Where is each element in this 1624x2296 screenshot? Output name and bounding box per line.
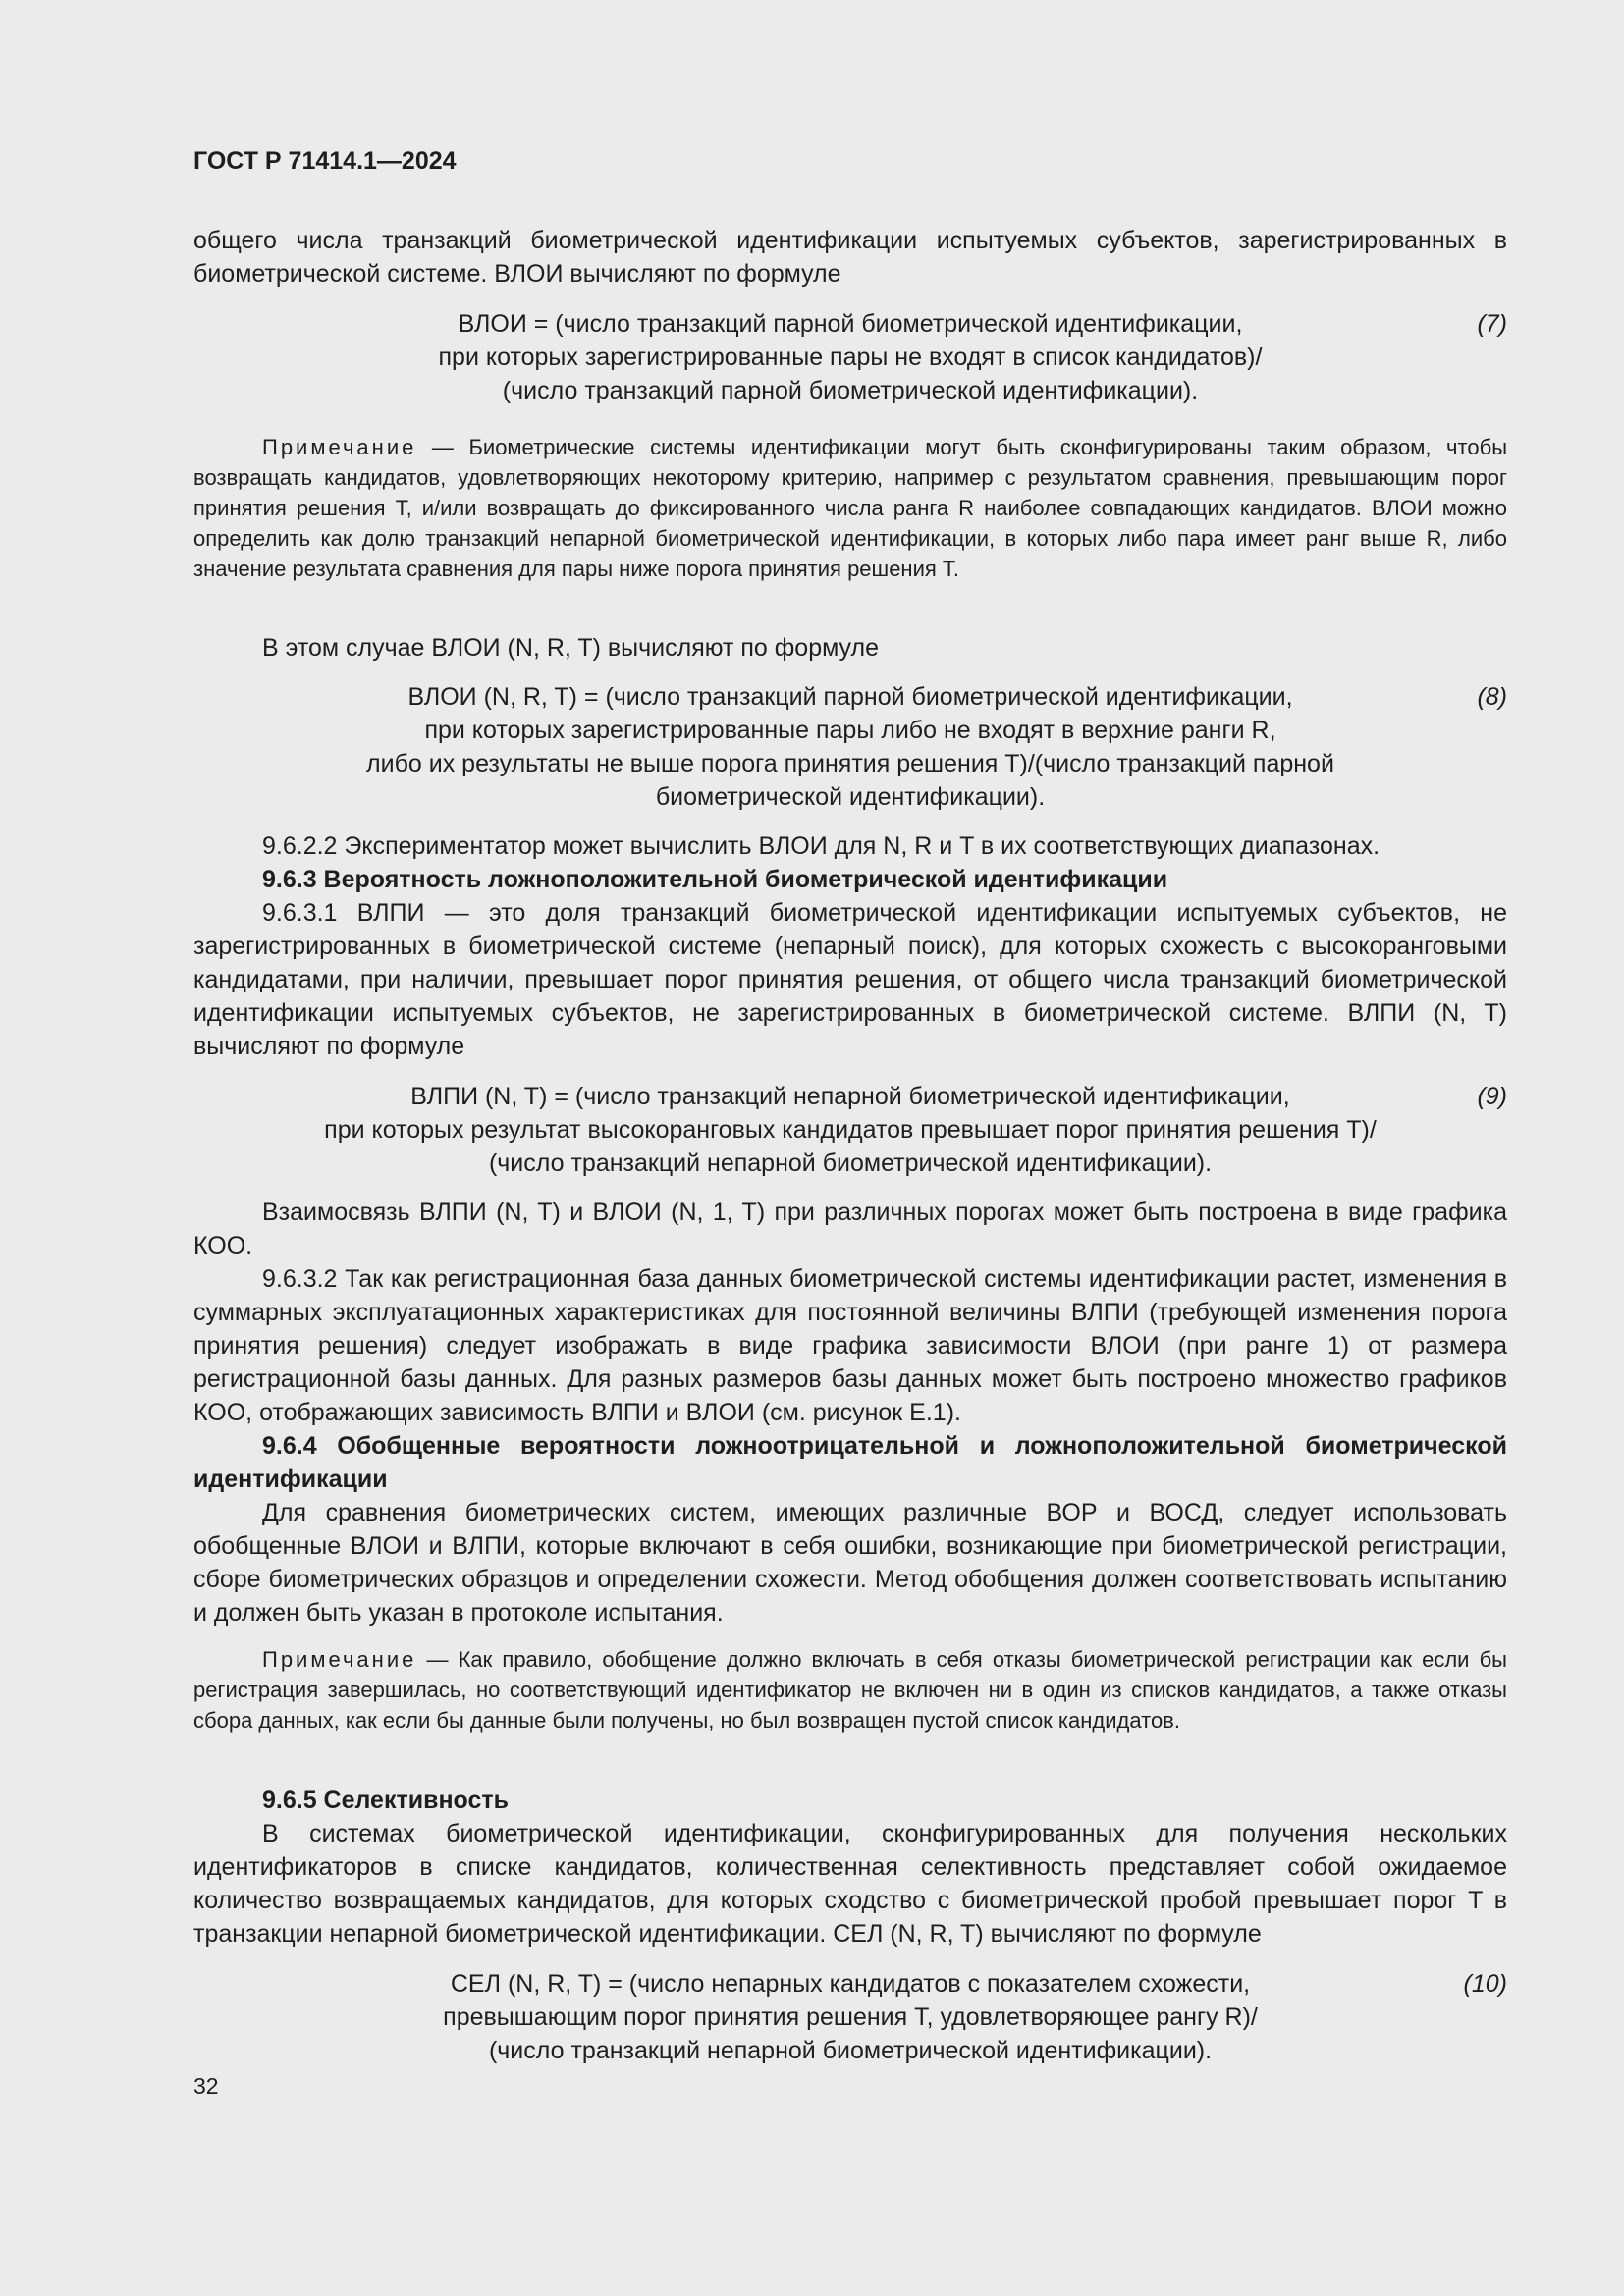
paragraph: Взаимосвязь ВЛПИ (N, T) и ВЛОИ (N, 1, T) при различных порогах может быть построена в виде графика КОО. xyxy=(193,1199,1507,1259)
paragraph: 9.6.3.2 Так как регистрационная база данных биометрической системы идентификации растет, изменения в суммарных эксплуатационных характеристиках для постоянной величины ВЛПИ (требующей изменения порога принятия решения) следует изображать в виде графика зависимости ВЛОИ (при ранге 1) от размера регистрационной базы данных. Для разных размеров базы данных может быть построено множество графиков КОО, отображающих зависимость ВЛПИ и ВЛОИ (см. рисунок Е.1). xyxy=(193,1265,1507,1426)
formula-line: при которых результат высокоранговых кандидатов превышает порог принятия решения T)/ xyxy=(324,1116,1377,1144)
section-heading-9-6-4: 9.6.4 Обобщенные вероятности ложноотрицательной и ложноположительной биометрической идентификации xyxy=(193,1432,1507,1493)
section-heading-9-6-5: 9.6.5 Селективность xyxy=(262,1787,510,1814)
paragraph: 9.6.3.1 ВЛПИ — это доля транзакций биометрической идентификации испытуемых субъектов, не зарегистрированных в биометрической системе (непарный поиск), для которых схожесть с высокоранговыми кандидатами, при наличии, превышает порог принятия решения, от общего числа транзакций биометрической идентификации испытуемых субъектов, не зарегистрированных в биометрической системе. ВЛПИ (N, T) вычисляют по формуле xyxy=(193,899,1507,1060)
note-1 xyxy=(193,432,1507,584)
formula-line: при которых зарегистрированные пары либо не входят в верхние ранги R, xyxy=(424,717,1276,744)
note-label: Примечание xyxy=(262,1647,417,1672)
note-text: — Биометрические системы идентификации могут быть сконфигурированы таким образом, чтобы возвращать кандидатов, удовлетворяющих некоторому критерию, например с результатом сравнения, превышающим порог принятия решения T, и/или возвращать до фиксированного числа ранга R наиболее совпадающих кандидатов. ВЛОИ можно определить как долю транзакций непарной биометрической идентификации, в которых либо пара имеет ранг выше R, либо значение результата сравнения для пары ниже порога принятия решения T. xyxy=(193,435,1507,581)
formula-number: (8) xyxy=(1477,683,1507,711)
formula-line: либо их результаты не выше порога принятия решения T)/(число транзакций парной xyxy=(366,750,1334,777)
formula-line: ВЛПИ (N, T) = (число транзакций непарной биометрической идентификации, xyxy=(410,1083,1290,1110)
formula-line: (число транзакций непарной биометрической идентификации). xyxy=(488,2037,1213,2064)
formula-10 xyxy=(193,1967,1507,2067)
formula-line: биометрической идентификации). xyxy=(655,783,1046,811)
formula-line: СЕЛ (N, R, T) = (число непарных кандидатов с показателем схожести, xyxy=(450,1970,1251,1998)
formula-line: при которых зарегистрированные пары не входят в список кандидатов)/ xyxy=(438,344,1263,371)
page-number: 32 xyxy=(193,2073,219,2099)
paragraph: В системах биометрической идентификации, сконфигурированных для получения нескольких идентификаторов в списке кандидатов, количественная селективность представляет собой ожидаемое количество возвращаемых кандидатов, для которых сходство с биометрической пробой превышает порог T в транзакции непарной биометрической идентификации. СЕЛ (N, R, T) вычисляют по формуле xyxy=(193,1820,1507,1948)
paragraph: общего числа транзакций биометрической идентификации испытуемых субъектов, зарегистрированных в биометрической системе. ВЛОИ вычисляют по формуле xyxy=(193,227,1507,288)
paragraph: В этом случае ВЛОИ (N, R, T) вычисляют по формуле xyxy=(262,634,880,662)
formula-line: ВЛОИ = (число транзакций парной биометрической идентификации, xyxy=(458,310,1243,338)
formula-number: (7) xyxy=(1477,310,1507,338)
note-text: — Как правило, обобщение должно включать в себя отказы биометрической регистрации как если бы регистрация завершилась, но соответствующий идентификатор не включен ни в один из списков кандидатов, а также отказы сбора данных, как если бы данные были получены, но был возвращен пустой список кандидатов. xyxy=(193,1647,1507,1733)
section-heading-9-6-3: 9.6.3 Вероятность ложноположительной биометрической идентификации xyxy=(262,866,1168,893)
formula-7 xyxy=(193,307,1507,407)
formula-8 xyxy=(193,680,1507,814)
formula-line: (число транзакций непарной биометрической идентификации). xyxy=(488,1149,1213,1177)
formula-line: (число транзакций парной биометрической идентификации). xyxy=(502,377,1199,404)
formula-number: (10) xyxy=(1463,1970,1507,1998)
note-label: Примечание xyxy=(262,435,417,459)
formula-line: превышающим порог принятия решения T, удовлетворяющее рангу R)/ xyxy=(443,2003,1258,2031)
formula-line: ВЛОИ (N, R, T) = (число транзакций парной биометрической идентификации, xyxy=(407,683,1293,711)
formula-9 xyxy=(193,1080,1507,1180)
paragraph: Для сравнения биометрических систем, имеющих различные ВОР и ВОСД, следует использовать обобщенные ВЛОИ и ВЛПИ, которые включают в себя ошибки, возникающие при биометрической регистрации, сборе биометрических образцов и определении схожести. Метод обобщения должен соответствовать испытанию и должен быть указан в протоколе испытания. xyxy=(193,1499,1507,1627)
formula-number: (9) xyxy=(1477,1083,1507,1110)
document-header: ГОСТ Р 71414.1—2024 xyxy=(193,147,457,175)
paragraph: 9.6.2.2 Экспериментатор может вычислить ВЛОИ для N, R и T в их соответствующих диапазонах. xyxy=(262,832,1380,860)
note-2 xyxy=(193,1644,1507,1735)
